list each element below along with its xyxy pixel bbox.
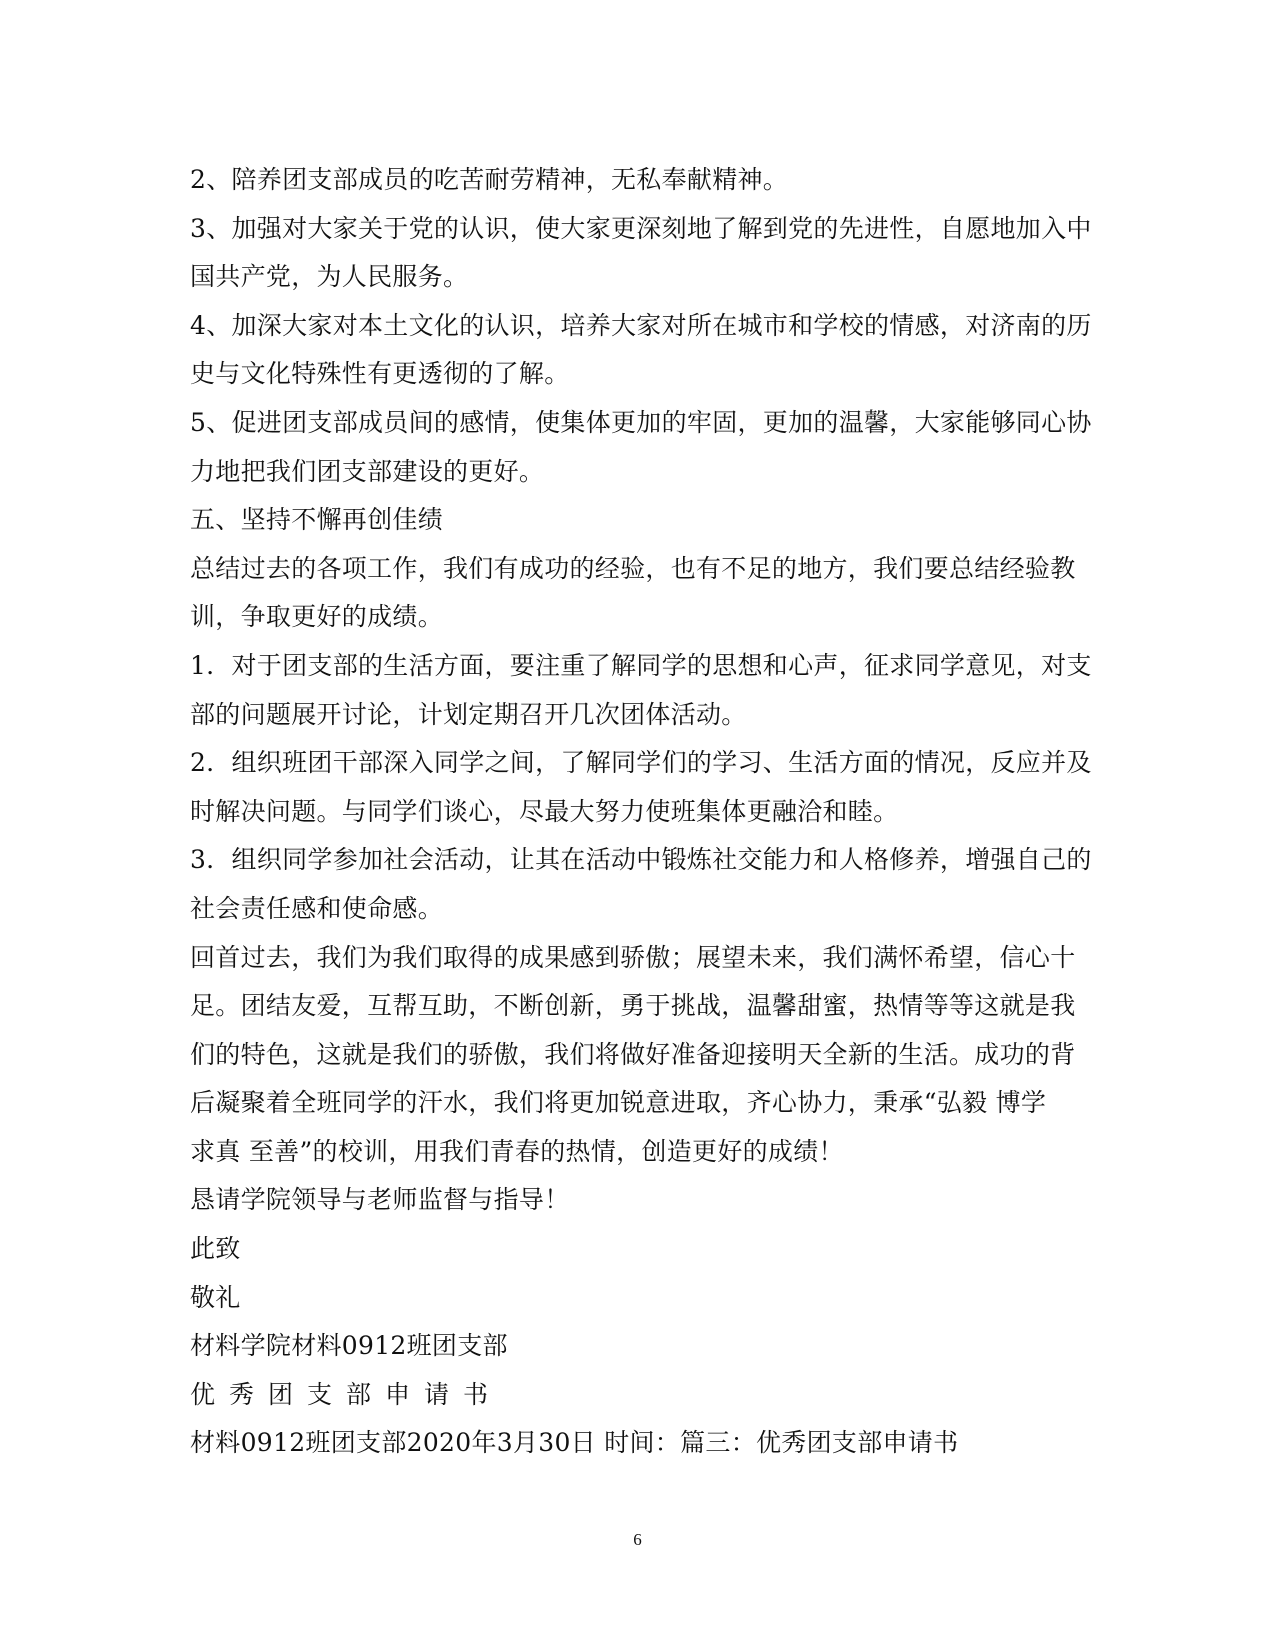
body-text-line: 们的特色，这就是我们的骄傲，我们将做好准备迎接明天全新的生活。成功的背 (190, 1039, 1076, 1069)
document-body (190, 156, 1090, 1468)
signature-date-line: 材料0912班团支部2020年3月30日 时间：篇三：优秀团支部申请书 (190, 1428, 959, 1458)
body-text-line: 社会责任感和使命感。 (190, 893, 444, 923)
body-text-line: 回首过去，我们为我们取得的成果感到骄傲；展望未来，我们满怀希望，信心十 (190, 942, 1076, 972)
body-text-line: 力地把我们团支部建设的更好。 (190, 456, 545, 486)
body-text-line: 求真 至善”的校训，用我们青春的热情，创造更好的成绩！ (190, 1136, 844, 1166)
body-text-line: 1．对于团支部的生活方面，要注重了解同学的思想和心声，征求同学意见，对支 (190, 650, 1092, 680)
section-heading: 五、坚持不懈再创佳绩 (190, 505, 444, 535)
document-title: 优秀团支部申请书 (190, 1379, 503, 1409)
body-text-line: 5、促进团支部成员间的感情，使集体更加的牢固，更加的温馨，大家能够同心协 (190, 407, 1092, 437)
body-text-line: 总结过去的各项工作，我们有成功的经验，也有不足的地方，我们要总结经验教 (190, 553, 1076, 583)
closing-salutation: 此致 (190, 1234, 241, 1264)
body-text-line: 3．组织同学参加社会活动，让其在活动中锻炼社交能力和人格修养，增强自己的 (190, 845, 1092, 875)
body-text-line: 时解决问题。与同学们谈心，尽最大努力使班集体更融洽和睦。 (190, 796, 899, 826)
closing-regards: 敬礼 (190, 1282, 241, 1312)
page-number: 6 (633, 1530, 642, 1549)
signature-organization: 材料学院材料0912班团支部 (190, 1331, 508, 1361)
body-text-line: 史与文化特殊性有更透彻的了解。 (190, 359, 570, 389)
body-text-line: 足。团结友爱，互帮互助，不断创新，勇于挑战，温馨甜蜜，热情等等这就是我 (190, 991, 1076, 1021)
body-text-line: 国共产党，为人民服务。 (190, 262, 469, 292)
body-text-line: 训，争取更好的成绩。 (190, 602, 444, 632)
body-text-line: 3、加强对大家关于党的认识，使大家更深刻地了解到党的先进性，自愿地加入中 (190, 213, 1092, 243)
body-text-line: 4、加深大家对本土文化的认识，培养大家对所在城市和学校的情感，对济南的历 (190, 310, 1092, 340)
body-text-line: 2．组织班团干部深入同学之间，了解同学们的学习、生活方面的情况，反应并及 (190, 748, 1092, 778)
body-text-line: 2、陪养团支部成员的吃苦耐劳精神，无私奉献精神。 (190, 165, 789, 194)
body-text-line: 后凝聚着全班同学的汗水，我们将更加锐意进取，齐心协力，秉承“弘毅 博学 (190, 1088, 1047, 1118)
body-text-line: 恳请学院领导与老师监督与指导！ (190, 1185, 570, 1215)
body-text-line: 部的问题展开讨论，计划定期召开几次团体活动。 (190, 699, 747, 729)
